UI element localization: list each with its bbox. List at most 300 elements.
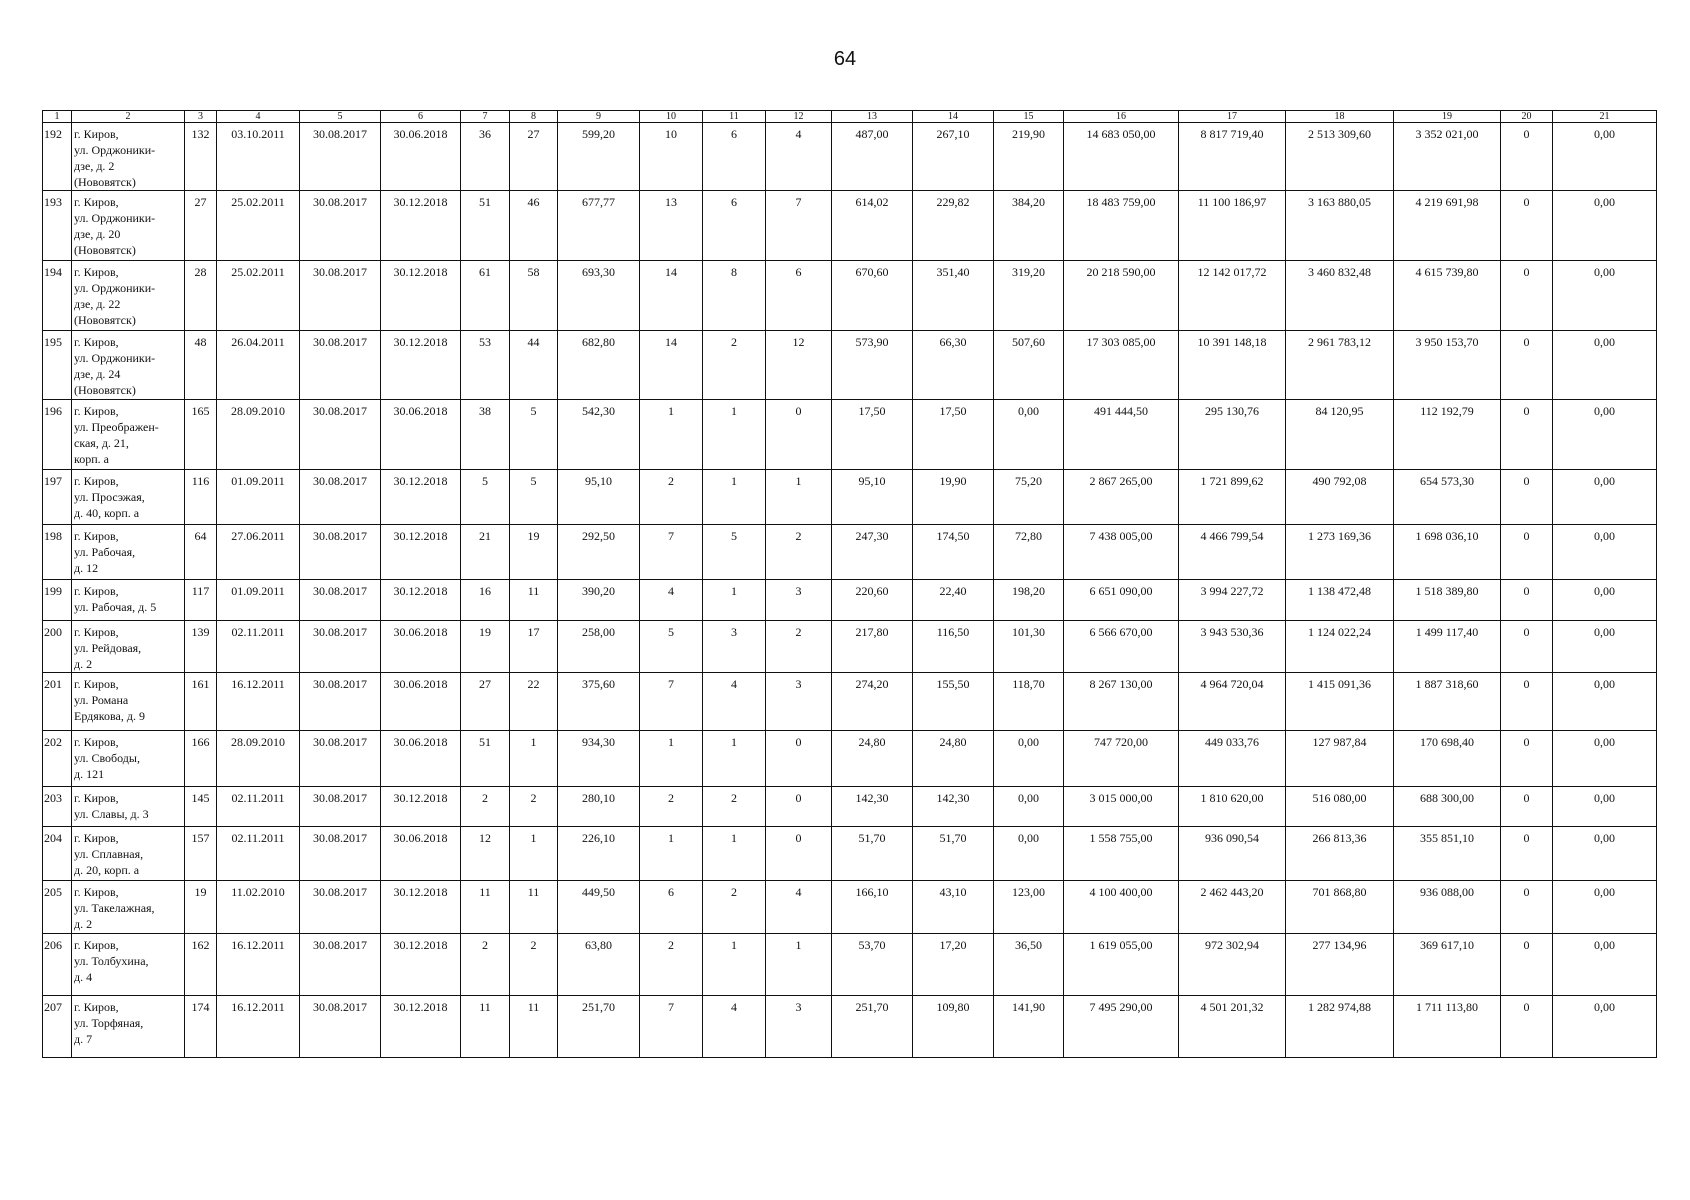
table-cell-col-20: 0: [1501, 621, 1553, 673]
table-cell-col-18: 3 163 880,05: [1286, 191, 1394, 261]
table-cell-col-16: 7 495 290,00: [1064, 996, 1179, 1058]
table-cell-col-8: 27: [510, 123, 558, 191]
table-cell-col-13: 247,30: [832, 525, 913, 580]
table-cell-col-6: 30.12.2018: [381, 787, 461, 827]
table-cell-col-5: 30.08.2017: [300, 580, 381, 621]
table-cell-col-1: 205: [43, 881, 72, 934]
table-cell-col-3: 48: [185, 331, 217, 400]
table-cell-col-11: 5: [703, 525, 766, 580]
table-cell-col-15: 101,30: [994, 621, 1064, 673]
table-cell-col-19: 1 518 389,80: [1394, 580, 1501, 621]
table-cell-col-3: 157: [185, 827, 217, 881]
table-cell-col-15: 384,20: [994, 191, 1064, 261]
table-cell-col-18: 1 124 022,24: [1286, 621, 1394, 673]
table-cell-col-18: 1 282 974,88: [1286, 996, 1394, 1058]
table-cell-col-13: 614,02: [832, 191, 913, 261]
table-cell-col-15: 219,90: [994, 123, 1064, 191]
table-cell-col-9: 934,30: [558, 731, 640, 787]
table-cell-col-8: 11: [510, 881, 558, 934]
table-cell-col-12: 0: [766, 400, 832, 470]
table-cell-col-10: 14: [640, 331, 703, 400]
table-cell-col-9: 390,20: [558, 580, 640, 621]
table-cell-col-18: 277 134,96: [1286, 934, 1394, 996]
table-cell-col-9: 599,20: [558, 123, 640, 191]
column-header-2: 2: [72, 111, 185, 123]
table-cell-col-14: 51,70: [913, 827, 994, 881]
table-cell-col-19: 1 499 117,40: [1394, 621, 1501, 673]
table-cell-col-12: 3: [766, 996, 832, 1058]
table-row: [43, 881, 1657, 934]
table-cell-col-20: 0: [1501, 261, 1553, 331]
table-cell-col-11: 2: [703, 331, 766, 400]
table-cell-col-8: 17: [510, 621, 558, 673]
table-cell-col-1: 193: [43, 191, 72, 261]
table-cell-col-13: 17,50: [832, 400, 913, 470]
table-cell-col-19: 3 950 153,70: [1394, 331, 1501, 400]
table-cell-col-12: 4: [766, 123, 832, 191]
table-cell-col-15: 0,00: [994, 731, 1064, 787]
table-cell-col-5: 30.08.2017: [300, 470, 381, 525]
table-cell-col-17: 4 501 201,32: [1179, 996, 1286, 1058]
table-cell-col-13: 487,00: [832, 123, 913, 191]
table-cell-col-6: 30.06.2018: [381, 400, 461, 470]
table-cell-col-6: 30.06.2018: [381, 673, 461, 731]
table-cell-col-5: 30.08.2017: [300, 881, 381, 934]
table-cell-col-10: 1: [640, 400, 703, 470]
table-cell-col-16: 6 566 670,00: [1064, 621, 1179, 673]
table-row: [43, 400, 1657, 470]
table-cell-col-11: 6: [703, 191, 766, 261]
table-cell-col-1: 197: [43, 470, 72, 525]
table-cell-col-14: 22,40: [913, 580, 994, 621]
table-cell-col-17: 8 817 719,40: [1179, 123, 1286, 191]
table-cell-col-18: 1 138 472,48: [1286, 580, 1394, 621]
table-cell-col-10: 7: [640, 996, 703, 1058]
table-cell-col-17: 1 721 899,62: [1179, 470, 1286, 525]
column-header-11: 11: [703, 111, 766, 123]
table-cell-col-2: г. Киров, ул. Орджоники- дзе, д. 2 (Нововятск): [72, 123, 185, 191]
table-cell-col-15: 319,20: [994, 261, 1064, 331]
table-cell-col-19: 355 851,10: [1394, 827, 1501, 881]
table-cell-col-5: 30.08.2017: [300, 787, 381, 827]
table-cell-col-20: 0: [1501, 934, 1553, 996]
table-cell-col-21: 0,00: [1553, 123, 1657, 191]
table-cell-col-20: 0: [1501, 400, 1553, 470]
table-cell-col-3: 145: [185, 787, 217, 827]
table-cell-col-7: 38: [461, 400, 510, 470]
table-cell-col-17: 972 302,94: [1179, 934, 1286, 996]
table-cell-col-2: г. Киров, ул. Орджоники- дзе, д. 20 (Нововятск): [72, 191, 185, 261]
table-cell-col-7: 2: [461, 787, 510, 827]
table-cell-col-20: 0: [1501, 673, 1553, 731]
table-cell-col-17: 449 033,76: [1179, 731, 1286, 787]
register-table: [42, 110, 1657, 1058]
table-cell-col-20: 0: [1501, 731, 1553, 787]
table-cell-col-18: 2 513 309,60: [1286, 123, 1394, 191]
table-row: [43, 673, 1657, 731]
table-cell-col-9: 258,00: [558, 621, 640, 673]
column-header-15: 15: [994, 111, 1064, 123]
table-cell-col-20: 0: [1501, 123, 1553, 191]
table-row: [43, 934, 1657, 996]
table-cell-col-9: 449,50: [558, 881, 640, 934]
table-cell-col-15: 198,20: [994, 580, 1064, 621]
table-cell-col-16: 7 438 005,00: [1064, 525, 1179, 580]
table-cell-col-16: 491 444,50: [1064, 400, 1179, 470]
table-cell-col-21: 0,00: [1553, 261, 1657, 331]
table-cell-col-19: 936 088,00: [1394, 881, 1501, 934]
table-cell-col-17: 4 964 720,04: [1179, 673, 1286, 731]
table-cell-col-15: 36,50: [994, 934, 1064, 996]
table-row: [43, 996, 1657, 1058]
table-cell-col-12: 4: [766, 881, 832, 934]
column-header-5: 5: [300, 111, 381, 123]
table-cell-col-18: 701 868,80: [1286, 881, 1394, 934]
header-row: [43, 111, 1657, 123]
table-cell-col-18: 84 120,95: [1286, 400, 1394, 470]
table-cell-col-5: 30.08.2017: [300, 525, 381, 580]
table-cell-col-15: 75,20: [994, 470, 1064, 525]
table-cell-col-12: 12: [766, 331, 832, 400]
table-cell-col-3: 139: [185, 621, 217, 673]
table-cell-col-5: 30.08.2017: [300, 621, 381, 673]
table-cell-col-12: 2: [766, 621, 832, 673]
table-cell-col-8: 19: [510, 525, 558, 580]
table-cell-col-19: 1 711 113,80: [1394, 996, 1501, 1058]
table-cell-col-4: 16.12.2011: [217, 934, 300, 996]
table-cell-col-14: 142,30: [913, 787, 994, 827]
table-cell-col-19: 4 615 739,80: [1394, 261, 1501, 331]
table-cell-col-2: г. Киров, ул. Славы, д. 3: [72, 787, 185, 827]
table-cell-col-9: 251,70: [558, 996, 640, 1058]
table-cell-col-5: 30.08.2017: [300, 123, 381, 191]
table-cell-col-13: 24,80: [832, 731, 913, 787]
table-cell-col-12: 6: [766, 261, 832, 331]
table-cell-col-2: г. Киров, ул. Орджоники- дзе, д. 24 (Нововятск): [72, 331, 185, 400]
table-cell-col-2: г. Киров, ул. Свободы, д. 121: [72, 731, 185, 787]
table-cell-col-6: 30.12.2018: [381, 580, 461, 621]
table-row: [43, 787, 1657, 827]
table-cell-col-10: 1: [640, 827, 703, 881]
table-cell-col-6: 30.12.2018: [381, 470, 461, 525]
table-cell-col-8: 5: [510, 470, 558, 525]
table-cell-col-5: 30.08.2017: [300, 731, 381, 787]
table-cell-col-16: 6 651 090,00: [1064, 580, 1179, 621]
table-cell-col-17: 12 142 017,72: [1179, 261, 1286, 331]
table-cell-col-7: 36: [461, 123, 510, 191]
table-cell-col-9: 292,50: [558, 525, 640, 580]
table-cell-col-16: 1 619 055,00: [1064, 934, 1179, 996]
column-header-1: 1: [43, 111, 72, 123]
table-cell-col-2: г. Киров, ул. Рейдовая, д. 2: [72, 621, 185, 673]
table-cell-col-4: 01.09.2011: [217, 470, 300, 525]
table-cell-col-21: 0,00: [1553, 934, 1657, 996]
table-cell-col-13: 573,90: [832, 331, 913, 400]
table-cell-col-4: 03.10.2011: [217, 123, 300, 191]
table-cell-col-9: 682,80: [558, 331, 640, 400]
table-cell-col-16: 2 867 265,00: [1064, 470, 1179, 525]
table-cell-col-19: 688 300,00: [1394, 787, 1501, 827]
table-cell-col-16: 18 483 759,00: [1064, 191, 1179, 261]
table-row: [43, 123, 1657, 191]
table-cell-col-3: 161: [185, 673, 217, 731]
table-cell-col-13: 274,20: [832, 673, 913, 731]
table-cell-col-8: 46: [510, 191, 558, 261]
table-cell-col-15: 118,70: [994, 673, 1064, 731]
table-cell-col-16: 14 683 050,00: [1064, 123, 1179, 191]
table-cell-col-11: 1: [703, 827, 766, 881]
table-cell-col-2: г. Киров, ул. Толбухина, д. 4: [72, 934, 185, 996]
table-cell-col-14: 17,50: [913, 400, 994, 470]
table-cell-col-13: 217,80: [832, 621, 913, 673]
table-cell-col-6: 30.12.2018: [381, 934, 461, 996]
column-header-17: 17: [1179, 111, 1286, 123]
table-cell-col-1: 204: [43, 827, 72, 881]
table-cell-col-1: 206: [43, 934, 72, 996]
table-cell-col-17: 10 391 148,18: [1179, 331, 1286, 400]
column-header-9: 9: [558, 111, 640, 123]
table-cell-col-13: 166,10: [832, 881, 913, 934]
table-cell-col-2: г. Киров, ул. Такелажная, д. 2: [72, 881, 185, 934]
table-cell-col-21: 0,00: [1553, 621, 1657, 673]
table-cell-col-5: 30.08.2017: [300, 261, 381, 331]
table-cell-col-20: 0: [1501, 191, 1553, 261]
table-cell-col-2: г. Киров, ул. Преображен- ская, д. 21, корп. а: [72, 400, 185, 470]
table-cell-col-4: 16.12.2011: [217, 996, 300, 1058]
table-cell-col-6: 30.06.2018: [381, 827, 461, 881]
table-cell-col-13: 251,70: [832, 996, 913, 1058]
table-cell-col-21: 0,00: [1553, 580, 1657, 621]
table-row: [43, 525, 1657, 580]
table-cell-col-7: 2: [461, 934, 510, 996]
table-cell-col-21: 0,00: [1553, 731, 1657, 787]
table-cell-col-5: 30.08.2017: [300, 827, 381, 881]
table-cell-col-4: 27.06.2011: [217, 525, 300, 580]
table-cell-col-3: 166: [185, 731, 217, 787]
table-cell-col-7: 16: [461, 580, 510, 621]
table-cell-col-1: 202: [43, 731, 72, 787]
table-cell-col-1: 196: [43, 400, 72, 470]
table-cell-col-14: 109,80: [913, 996, 994, 1058]
table-cell-col-3: 162: [185, 934, 217, 996]
column-header-16: 16: [1064, 111, 1179, 123]
table-cell-col-12: 3: [766, 673, 832, 731]
table-cell-col-11: 2: [703, 787, 766, 827]
table-row: [43, 331, 1657, 400]
table-cell-col-14: 17,20: [913, 934, 994, 996]
table-cell-col-17: 3 994 227,72: [1179, 580, 1286, 621]
table-cell-col-20: 0: [1501, 881, 1553, 934]
table-cell-col-10: 2: [640, 934, 703, 996]
table-cell-col-4: 28.09.2010: [217, 731, 300, 787]
table-cell-col-3: 28: [185, 261, 217, 331]
table-cell-col-1: 195: [43, 331, 72, 400]
table-cell-col-10: 6: [640, 881, 703, 934]
table-cell-col-8: 22: [510, 673, 558, 731]
table-cell-col-6: 30.12.2018: [381, 525, 461, 580]
table-cell-col-14: 43,10: [913, 881, 994, 934]
table-cell-col-9: 226,10: [558, 827, 640, 881]
table-cell-col-10: 14: [640, 261, 703, 331]
table-cell-col-15: 0,00: [994, 787, 1064, 827]
table-cell-col-21: 0,00: [1553, 827, 1657, 881]
table-cell-col-5: 30.08.2017: [300, 331, 381, 400]
table-cell-col-4: 11.02.2010: [217, 881, 300, 934]
table-cell-col-11: 4: [703, 673, 766, 731]
table-cell-col-11: 3: [703, 621, 766, 673]
table-cell-col-19: 369 617,10: [1394, 934, 1501, 996]
table-cell-col-1: 198: [43, 525, 72, 580]
table-cell-col-6: 30.12.2018: [381, 261, 461, 331]
table-cell-col-21: 0,00: [1553, 470, 1657, 525]
table-cell-col-12: 1: [766, 470, 832, 525]
table-cell-col-7: 11: [461, 881, 510, 934]
table-cell-col-2: г. Киров, ул. Просэжая, д. 40, корп. а: [72, 470, 185, 525]
table-cell-col-8: 5: [510, 400, 558, 470]
table-cell-col-9: 693,30: [558, 261, 640, 331]
table-cell-col-14: 116,50: [913, 621, 994, 673]
table-cell-col-6: 30.06.2018: [381, 621, 461, 673]
table-cell-col-15: 141,90: [994, 996, 1064, 1058]
table-cell-col-11: 1: [703, 400, 766, 470]
table-cell-col-1: 199: [43, 580, 72, 621]
table-cell-col-17: 4 466 799,54: [1179, 525, 1286, 580]
table-cell-col-8: 1: [510, 827, 558, 881]
table-cell-col-12: 7: [766, 191, 832, 261]
table-cell-col-5: 30.08.2017: [300, 996, 381, 1058]
table-cell-col-18: 127 987,84: [1286, 731, 1394, 787]
table-cell-col-1: 194: [43, 261, 72, 331]
table-cell-col-19: 1 698 036,10: [1394, 525, 1501, 580]
table-cell-col-21: 0,00: [1553, 331, 1657, 400]
table-cell-col-17: 2 462 443,20: [1179, 881, 1286, 934]
table-cell-col-1: 201: [43, 673, 72, 731]
table-cell-col-11: 1: [703, 731, 766, 787]
table-cell-col-10: 2: [640, 787, 703, 827]
table-cell-col-19: 4 219 691,98: [1394, 191, 1501, 261]
table-cell-col-11: 1: [703, 470, 766, 525]
table-cell-col-7: 53: [461, 331, 510, 400]
table-cell-col-6: 30.12.2018: [381, 331, 461, 400]
table-cell-col-11: 1: [703, 580, 766, 621]
table-cell-col-16: 20 218 590,00: [1064, 261, 1179, 331]
table-cell-col-17: 1 810 620,00: [1179, 787, 1286, 827]
column-header-19: 19: [1394, 111, 1501, 123]
table-cell-col-4: 25.02.2011: [217, 261, 300, 331]
table-cell-col-10: 1: [640, 731, 703, 787]
table-cell-col-6: 30.06.2018: [381, 123, 461, 191]
table-cell-col-15: 0,00: [994, 827, 1064, 881]
table-cell-col-13: 53,70: [832, 934, 913, 996]
table-cell-col-3: 117: [185, 580, 217, 621]
table-cell-col-15: 507,60: [994, 331, 1064, 400]
table-cell-col-8: 2: [510, 934, 558, 996]
table-cell-col-10: 7: [640, 525, 703, 580]
table-cell-col-17: 295 130,76: [1179, 400, 1286, 470]
column-header-18: 18: [1286, 111, 1394, 123]
table-row: [43, 621, 1657, 673]
table-cell-col-8: 11: [510, 996, 558, 1058]
table-cell-col-6: 30.12.2018: [381, 191, 461, 261]
table-cell-col-15: 72,80: [994, 525, 1064, 580]
table-cell-col-2: г. Киров, ул. Торфяная, д. 7: [72, 996, 185, 1058]
table-cell-col-19: 3 352 021,00: [1394, 123, 1501, 191]
table-cell-col-7: 12: [461, 827, 510, 881]
table-cell-col-20: 0: [1501, 996, 1553, 1058]
table-cell-col-14: 66,30: [913, 331, 994, 400]
table-cell-col-10: 5: [640, 621, 703, 673]
table-cell-col-14: 155,50: [913, 673, 994, 731]
table-cell-col-14: 229,82: [913, 191, 994, 261]
table-cell-col-9: 677,77: [558, 191, 640, 261]
table-cell-col-19: 170 698,40: [1394, 731, 1501, 787]
table-cell-col-14: 19,90: [913, 470, 994, 525]
table-cell-col-14: 174,50: [913, 525, 994, 580]
table-cell-col-6: 30.06.2018: [381, 731, 461, 787]
table-cell-col-18: 1 273 169,36: [1286, 525, 1394, 580]
table-row: [43, 580, 1657, 621]
table-cell-col-7: 11: [461, 996, 510, 1058]
column-header-10: 10: [640, 111, 703, 123]
table-cell-col-3: 19: [185, 881, 217, 934]
table-cell-col-16: 1 558 755,00: [1064, 827, 1179, 881]
table-cell-col-18: 516 080,00: [1286, 787, 1394, 827]
column-header-8: 8: [510, 111, 558, 123]
table-cell-col-6: 30.12.2018: [381, 996, 461, 1058]
table-cell-col-19: 1 887 318,60: [1394, 673, 1501, 731]
table-cell-col-17: 3 943 530,36: [1179, 621, 1286, 673]
table-cell-col-15: 123,00: [994, 881, 1064, 934]
table-cell-col-12: 2: [766, 525, 832, 580]
table-cell-col-5: 30.08.2017: [300, 191, 381, 261]
column-header-7: 7: [461, 111, 510, 123]
table-cell-col-13: 51,70: [832, 827, 913, 881]
table-cell-col-21: 0,00: [1553, 525, 1657, 580]
table-row: [43, 470, 1657, 525]
table-cell-col-4: 28.09.2010: [217, 400, 300, 470]
table-cell-col-18: 3 460 832,48: [1286, 261, 1394, 331]
table-cell-col-3: 165: [185, 400, 217, 470]
table-cell-col-4: 02.11.2011: [217, 827, 300, 881]
table-cell-col-19: 112 192,79: [1394, 400, 1501, 470]
table-cell-col-21: 0,00: [1553, 191, 1657, 261]
table-cell-col-14: 267,10: [913, 123, 994, 191]
table-cell-col-20: 0: [1501, 827, 1553, 881]
table-cell-col-18: 490 792,08: [1286, 470, 1394, 525]
table-cell-col-13: 220,60: [832, 580, 913, 621]
table-cell-col-10: 7: [640, 673, 703, 731]
table-cell-col-12: 0: [766, 827, 832, 881]
table-cell-col-10: 10: [640, 123, 703, 191]
page-number: 64: [833, 48, 857, 70]
table-cell-col-10: 4: [640, 580, 703, 621]
table-row: [43, 191, 1657, 261]
table-cell-col-11: 2: [703, 881, 766, 934]
table-cell-col-1: 200: [43, 621, 72, 673]
table-cell-col-12: 1: [766, 934, 832, 996]
table-row: [43, 731, 1657, 787]
table-cell-col-14: 24,80: [913, 731, 994, 787]
table-cell-col-11: 4: [703, 996, 766, 1058]
table-cell-col-17: 936 090,54: [1179, 827, 1286, 881]
table-cell-col-16: 4 100 400,00: [1064, 881, 1179, 934]
table-cell-col-2: г. Киров, ул. Романа Ердякова, д. 9: [72, 673, 185, 731]
table-cell-col-17: 11 100 186,97: [1179, 191, 1286, 261]
table-cell-col-8: 1: [510, 731, 558, 787]
table-cell-col-16: 747 720,00: [1064, 731, 1179, 787]
table-cell-col-16: 3 015 000,00: [1064, 787, 1179, 827]
table-cell-col-3: 64: [185, 525, 217, 580]
